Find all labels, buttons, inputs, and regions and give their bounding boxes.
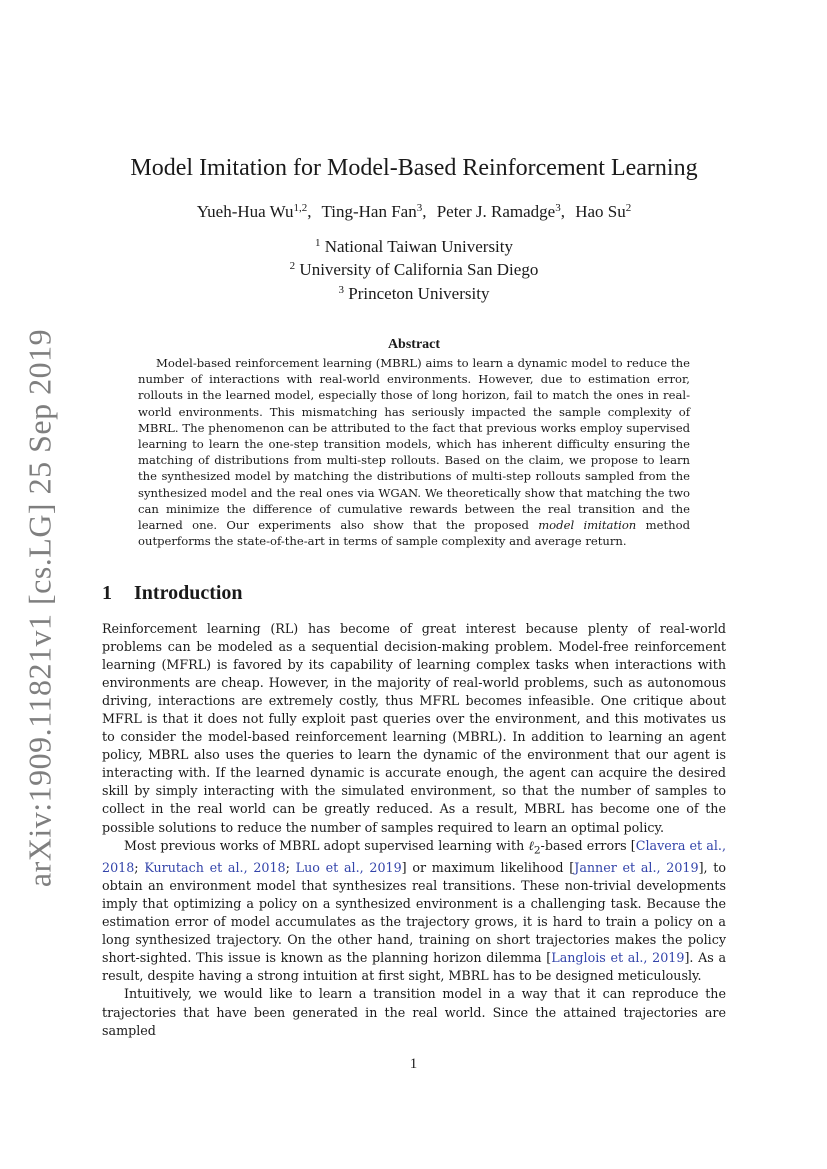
author: Yueh-Hua Wu$^{1,2}$, <box>196 202 312 221</box>
section-body <box>102 620 726 1040</box>
citation-link[interactable]: Luo et al., 2019 <box>295 860 402 876</box>
author-list <box>102 200 726 224</box>
citation-link[interactable]: Kurutach et al., 2018 <box>144 860 286 876</box>
arxiv-identifier-stamp: arXiv:1909.11821v1 [cs.LG] 25 Sep 2019 <box>21 328 58 888</box>
paper-title: Model Imitation for Model-Based Reinforcement Learning <box>130 155 698 181</box>
paragraph: Reinforcement learning (RL) has become of great interest because plenty of real-world problems can be modeled as a sequential decision-making problem. Model-free reinforcement learning (MFRL) is favored by its capability of learning complex tasks when interactions with environments are cheap. However, in the majority of real-world problems, such as autonomous driving, interactions are extremely costly, thus MFRL becomes infeasible. One critique about MFRL is that it does not fully exploit past queries over the environment, and this motivates us to consider the model-based reinforcement learning (MBRL). In addition to learning an agent policy, MBRL also uses the queries to learn the dynamic of the environment that our agent is interacting with. If the learned dynamic is accurate enough, the agent can acquire the desired skill by simply interacting with the simulated environment, so that the number of samples to collect in the real world can be greatly reduced. As a result, MBRL has become one of the possible solutions to reduce the number of samples required to learn an optimal policy. <box>102 621 726 835</box>
citation-link[interactable]: Clavera et al., 2018 <box>102 837 726 876</box>
paragraph: Intuitively, we would like to learn a transition model in a way that it can reproduce the trajectories that have been generated in the real world. Since the attained trajectories are sampled <box>102 986 726 1038</box>
citation-link[interactable]: Janner et al., 2019 <box>574 860 699 876</box>
paragraph: Most previous works of MBRL adopt supervised learning with ℓ$_2$-based errors [Clavera et al., 2018; Kurutach et al., 2018; Luo et al., 2019] or maximum likelihood [Janner et al., 2019], to obtain an environment model that synthesizes real transitions. These non-trivial developments imply that optimizing a policy on a synthesized environment is a challenging task. Because the estimation error of model accumulates as the trajectory grows, it is hard to train a policy on a long synthesized trajectory. On the other hand, training on short trajectories makes the policy short-sighted. This issue is known as the planning horizon dilemma [Langlois et al., 2019]. As a result, despite having a strong intuition at first sight, MBRL has to be designed meticulously. <box>102 837 727 984</box>
affiliation: $^3$ Princeton University <box>338 284 490 303</box>
author: Ting-Han Fan$^3$, <box>321 202 427 221</box>
abstract-body: Model-based reinforcement learning (MBRL) aims to learn a dynamic model to reduce the number of interactions with real-world environments. However, due to estimation error, rollouts in the learned model, especially those of long horizon, fail to match the ones in real-world environments. This mismatching has seriously impacted the sample complexity of MBRL. The phenomenon can be attributed to the fact that previous works employ supervised learning to learn the one-step transition models, which has inherent difficulty ensuring the matching of distributions from multi-step rollouts. Based on the claim, we propose to learn the synthesized model by matching the distributions of multi-step rollouts sampled from the synthesized model and the real ones via WGAN. We theoretically show that matching the two can minimize the difference of cumulative rewards between the real transition and the learned one. Our experiments also show that the proposed model imitation method outperforms the state-of-the-art in terms of sample complexity and average return. <box>138 356 690 549</box>
author: Hao Su$^2$ <box>575 202 632 221</box>
section-heading: 1 Introduction <box>102 582 243 604</box>
author: Peter J. Ramadge$^3$, <box>436 202 565 221</box>
abstract-heading: Abstract <box>387 337 441 352</box>
affiliation: $^2$ University of California San Diego <box>289 260 539 279</box>
affiliation: $^1$ National Taiwan University <box>314 237 514 256</box>
citation-link[interactable]: Langlois et al., 2019 <box>551 950 685 966</box>
page-number: 1 <box>409 1056 418 1072</box>
